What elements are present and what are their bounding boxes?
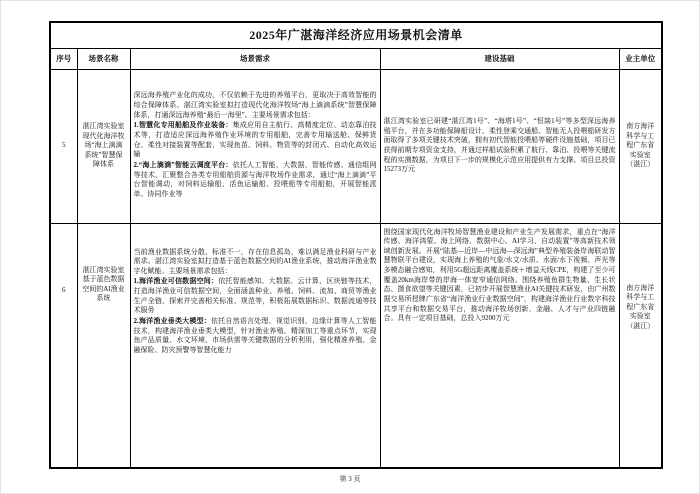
opportunity-table <box>49 21 663 469</box>
table-row <box>50 223 662 468</box>
header-name: 场景名称 <box>77 48 130 69</box>
scenario-demand-cell <box>130 223 380 468</box>
demand-item <box>134 317 377 356</box>
demand-item-label: 1.海洋渔业可信数据空间： <box>133 277 219 286</box>
demand-item <box>134 277 377 316</box>
table-title: 2025年广湛海洋经济应用场景机会清单 <box>50 22 662 48</box>
title-row <box>50 22 662 48</box>
construction-basis-cell <box>380 223 619 468</box>
basis-text: 围绕国家现代化海洋牧场智慧渔业建设和产业生产发展需求，重点在“海洋传感、海洋鸿蒙、海上网络、数据中心、AI学习、自动装置”等高新技术领域创新发展。开展“陆基—近岸—中远海—深远海”典型养殖装备岸海联动智慧物联平台建设，实现海上养殖的气象/水文/水质、水面/水下视频、声光等多模态融合感知，利用5G超远距离覆盖系统＋增益天线CPE，构建了至少可覆盖20km海岸带的岸海一体宽窄通信网络。围绕养殖鱼群生物量、生长状态、摄食欲望等关键因素，已初步开展智慧渔业AI关键技术研发，由广州数据交易所授牌广东省“海洋渔业行业数据空间”，构建海洋渔业行业数字科技共享平台和数据交易平台，推动海洋牧场创新、金融、人才与产业四链融合。具有一定项目基础，总投入9200万元 <box>383 227 616 323</box>
owner-unit: 南方海洋科学与工程广东省实验室（湛江） <box>619 223 662 468</box>
scenario-name: 湛江湾实验室基于蓝色数据空间的AI渔业系统 <box>77 223 130 468</box>
page-number: 第 3 页 <box>339 475 361 483</box>
demand-item-text: 依托智能感知、大数据、云计算、区块链等技术，打造海洋渔业可信数据空间，全面涵盖种业、养殖、饲料、流加、商贸等渔业生产全链，探索并完善相关标准、规范等，积极拓展数据标识、数据流通等技术服务 <box>133 277 377 315</box>
scenario-demand-cell <box>130 69 380 223</box>
demand-intro: 深远海养殖产业化的成功，不仅依赖于先进的养殖平台，更取决于高效智能的综合保障体系。湛江湾实验室拟打造现代化海洋牧场“海上滴滴系统”智慧保障体系，打通深远海养殖“最后一海里”。主要场景需求包括： <box>133 91 377 119</box>
row-number: 5 <box>50 69 77 223</box>
basis-text: 湛江湾实验室已研建“湛江湾1号”、“海塔1号”、“恒燚1号”等多型深远海养殖平台，并在多功能保障船设计、柔性登乘交通船、智能无人投喂船研发方面取得了多项关键技术突破，拥有初代智能投喂船等硬件设施基础，项目已获得前期专项资金支持，并通过样船试验积累了航行、靠泊、投喂等关键流程的实测数据，为项目下一步的规模化示范应用提供有力支撑。项目总投资15273万元 <box>383 117 616 174</box>
demand-item-text: 依托自然语言处理、视觉识别、边缘计算等人工智能技术，构建海洋渔业垂类大模型，针对渔业养殖、精深加工等重点环节，实现鱼产品质量、水文环境、市场供需等关键数据的分析利用，强化精准养殖、金融保险、防灾预警等智慧化能力 <box>133 317 377 355</box>
header-owner: 业主单位 <box>619 48 662 69</box>
header-no: 序号 <box>50 48 77 69</box>
demand-item-text: 集成应用自主航行、高精度定位、动态靠泊技术等，打造适应深远海养殖作业环境的专用船舶，完善专用输送舱、保鲜货仓、柔性对接装置等配套，实现鱼苗、饲料、物资等的封闭式、自动化高效运输 <box>133 121 377 159</box>
demand-item <box>134 161 377 200</box>
row-number: 6 <box>50 223 77 468</box>
owner-unit: 南方海洋科学与工程广东省实验室（湛江） <box>619 69 662 223</box>
demand-item-label: 2.“海上滴滴”智能云调度平台： <box>133 160 233 169</box>
header-demand: 场景需求 <box>130 48 380 69</box>
scenario-name: 湛江湾实验室现代化海洋牧场“海上滴滴系统”智慧保障体系 <box>77 69 130 223</box>
header-row <box>50 48 662 69</box>
demand-item-label: 2.海洋渔业垂类大模型： <box>133 317 211 326</box>
demand-intro: 当前渔业数据系统分散、标准不一，存在信息孤岛，难以满足渔业科研与产业需求。湛江湾实验室拟打造基于蓝色数据空间的AI渔业系统，推动海洋渔业数字化赋能。主要场景需求包括： <box>133 247 377 275</box>
construction-basis-cell <box>380 69 619 223</box>
demand-item <box>134 121 377 160</box>
demand-item-text: 依托人工智能、大数据、智能传感、通信组网等技术，汇聚整合各类专用船舶资源与海洋牧场作业需求，通过“海上滴滴”平台智能调动，对饲料运输船、活鱼运输船、投喂船等专用船舶，开展智能派单、协同作业等 <box>133 160 377 198</box>
table-row <box>50 69 662 223</box>
demand-item-label: 1.智慧化专用船舶及作业装备： <box>133 121 233 130</box>
header-basis: 建设基础 <box>380 48 619 69</box>
